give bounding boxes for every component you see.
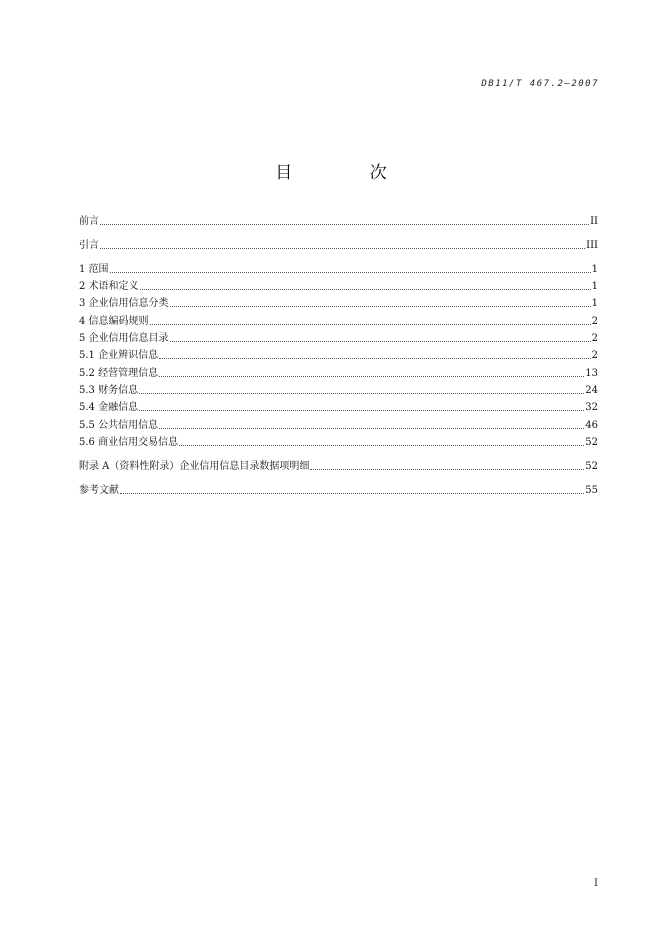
toc-leader-dots xyxy=(140,289,591,290)
toc-entry-label: 5.5 公共信用信息 xyxy=(79,420,159,431)
toc-entry-references[interactable] xyxy=(79,483,598,497)
page-number: I xyxy=(594,878,598,889)
toc-entry-page: III xyxy=(586,240,598,251)
toc-leader-dots xyxy=(159,428,584,429)
toc-entry-5-5[interactable] xyxy=(79,418,598,432)
toc-entry-classification[interactable] xyxy=(79,296,598,310)
toc-entry-page: 2 xyxy=(591,316,598,327)
toc-entry-label: 5.6 商业信用交易信息 xyxy=(79,437,179,448)
toc-leader-dots xyxy=(139,410,584,411)
toc-leader-dots xyxy=(159,358,591,359)
toc-entry-label: 5.4 金融信息 xyxy=(79,402,139,413)
toc-leader-dots xyxy=(120,493,584,494)
toc-entry-page: 2 xyxy=(591,350,598,361)
toc-entry-5-3[interactable] xyxy=(79,383,598,397)
toc-entry-label: 2 术语和定义 xyxy=(79,281,139,292)
toc-leader-dots xyxy=(310,469,584,470)
toc-leader-dots xyxy=(159,376,584,377)
toc-entry-introduction[interactable] xyxy=(79,238,598,252)
toc-entry-catalog[interactable] xyxy=(79,331,598,345)
toc-entry-page: 2 xyxy=(591,333,598,344)
toc-entry-appendix-a[interactable] xyxy=(79,459,598,473)
toc-entry-coding-rules[interactable] xyxy=(79,314,598,328)
toc-entry-label: 4 信息编码规则 xyxy=(79,316,149,327)
toc-entry-page: 1 xyxy=(591,264,598,275)
toc-entry-label: 参考文献 xyxy=(79,485,119,496)
toc-leader-dots xyxy=(139,393,584,394)
toc-entry-label: 附录 A（资料性附录）企业信用信息目录数据项明细 xyxy=(79,461,310,472)
toc-entry-5-6[interactable] xyxy=(79,435,598,449)
toc-entry-foreword[interactable] xyxy=(79,214,598,228)
toc-entry-label: 3 企业信用信息分类 xyxy=(79,298,169,309)
toc-entry-page: 1 xyxy=(591,298,598,309)
toc-entry-label: 5 企业信用信息目录 xyxy=(79,333,169,344)
toc-leader-dots xyxy=(170,341,591,342)
toc-entry-page: 52 xyxy=(585,461,598,472)
toc-entry-page: 46 xyxy=(585,420,598,431)
toc-entry-label: 引言 xyxy=(79,240,99,251)
toc-leader-dots xyxy=(179,445,584,446)
toc-entry-page: II xyxy=(590,216,598,227)
toc-entry-5-1[interactable] xyxy=(79,348,598,362)
toc-entry-5-2[interactable] xyxy=(79,366,598,380)
toc-leader-dots xyxy=(110,272,591,273)
toc-entry-page: 52 xyxy=(585,437,598,448)
toc-entry-label: 5.2 经营管理信息 xyxy=(79,368,159,379)
toc-entry-label: 5.3 财务信息 xyxy=(79,385,139,396)
toc-leader-dots xyxy=(100,248,585,249)
toc-entry-label: 1 范围 xyxy=(79,264,109,275)
toc-entry-label: 5.1 企业辨识信息 xyxy=(79,350,159,361)
toc-entry-terms[interactable] xyxy=(79,279,598,293)
toc-entry-5-4[interactable] xyxy=(79,400,598,414)
toc-entry-scope[interactable] xyxy=(79,262,598,276)
toc-title: 目 次 xyxy=(275,163,423,183)
toc-entry-label: 前言 xyxy=(79,216,99,227)
toc-entry-page: 55 xyxy=(585,485,598,496)
toc-entry-page: 24 xyxy=(585,385,598,396)
toc-leader-dots xyxy=(170,306,591,307)
toc-entry-page: 1 xyxy=(591,281,598,292)
toc-entry-page: 32 xyxy=(585,402,598,413)
document-code: DB11/T 467.2—2007 xyxy=(481,79,599,89)
toc-leader-dots xyxy=(150,324,591,325)
toc-leader-dots xyxy=(100,224,589,225)
toc-entry-page: 13 xyxy=(585,368,598,379)
